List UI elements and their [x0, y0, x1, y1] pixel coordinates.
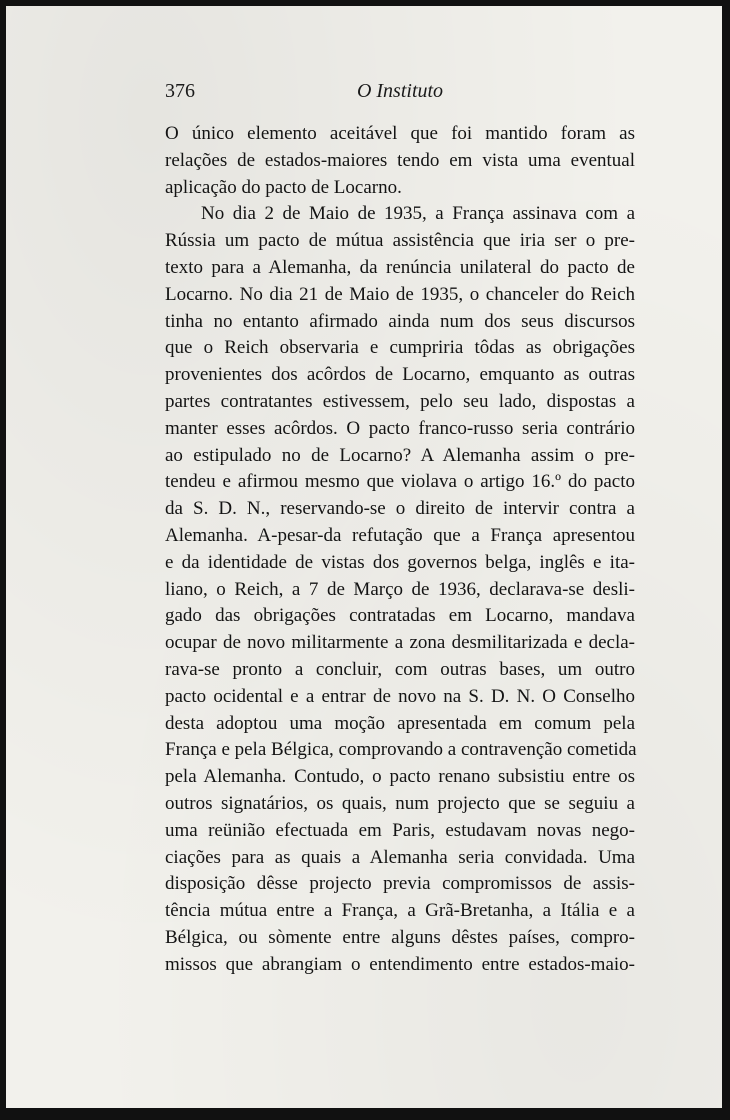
text-line: desta adoptou uma moção apresentada em comum pela	[165, 712, 635, 734]
text-line: tendeu e afirmou mesmo que violava o artigo 16.º do pacto	[165, 471, 635, 493]
text-line: ciações para as quais a Alemanha seria convidada. Uma	[165, 846, 635, 868]
text-line: da S. D. N., reservando-se o direito de intervir contra a	[165, 498, 635, 520]
text-line: tinha no entanto afirmado ainda num dos seus discursos	[165, 310, 635, 332]
text-line: O único elemento aceitável que foi mantido foram as	[165, 123, 635, 144]
text-line: rava-se pronto a concluir, com outras bases, um outro	[165, 658, 635, 680]
text-line: pela Alemanha. Contudo, o pacto renano subsistiu entre os	[165, 766, 635, 788]
text-line: disposição dêsse projecto previa compromissos de assis-	[165, 873, 635, 895]
text-line: relações de estados-maiores tendo em vista uma eventual	[165, 149, 635, 171]
page-header	[165, 80, 635, 108]
text-line: liano, o Reich, a 7 de Março de 1936, declarava-se desli-	[165, 578, 635, 600]
text-line: França e pela Bélgica, comprovando a contravenção cometida	[165, 739, 637, 761]
text-line: No dia 2 de Maio de 1935, a França assinava com a	[201, 203, 635, 225]
text-line: missos que abrangiam o entendimento entre estados-maio-	[165, 953, 635, 975]
page-number: 376	[165, 80, 195, 102]
text-line: ao estipulado no de Locarno? A Alemanha assim o pre-	[165, 444, 635, 466]
body-text	[165, 121, 635, 1032]
text-line: que o Reich observaria e cumpriria tôdas as obrigações	[165, 337, 635, 359]
text-line: ocupar de novo militarmente a zona desmilitarizada e decla-	[165, 632, 635, 654]
text-line	[165, 1005, 635, 1032]
text-line: uma reünião efectuada em Paris, estudavam novas nego-	[165, 819, 635, 841]
running-title: O Instituto	[356, 80, 444, 102]
text-line: Alemanha. A-pesar-da refutação que a França apresentou	[165, 524, 635, 546]
text-line: aplicação do pacto de Locarno.	[165, 176, 402, 198]
text-line: provenientes dos acôrdos de Locarno, emquanto as outras	[165, 364, 635, 386]
text-line: tência mútua entre a França, a Grã-Bretanha, a Itália e a	[165, 900, 635, 922]
text-line: manter esses acôrdos. O pacto franco-russo seria contrário	[165, 417, 635, 439]
text-line: Locarno. No dia 21 de Maio de 1935, o chanceler do Reich	[165, 283, 635, 305]
text-line: e da identidade de vistas dos governos belga, inglês e ita-	[165, 551, 635, 573]
text-line: Rússia um pacto de mútua assistência que iria ser o pre-	[165, 230, 635, 252]
text-line: gado das obrigações contratadas em Locarno, mandava	[165, 605, 635, 627]
paragraph	[165, 201, 635, 1032]
text-line: texto para a Alemanha, da renúncia unilateral do pacto de	[165, 256, 635, 278]
text-line: pacto ocidental e a entrar de novo na S. D. N. O Conselho	[165, 685, 635, 707]
text-line: outros signatários, os quais, num projecto que se seguiu a	[165, 792, 635, 814]
text-line: partes contratantes estivessem, pelo seu lado, dispostas a	[165, 390, 635, 412]
text-line	[165, 979, 635, 1006]
paragraph	[165, 121, 635, 201]
text-line: Bélgica, ou sòmente entre alguns dêstes países, compro-	[165, 926, 635, 948]
